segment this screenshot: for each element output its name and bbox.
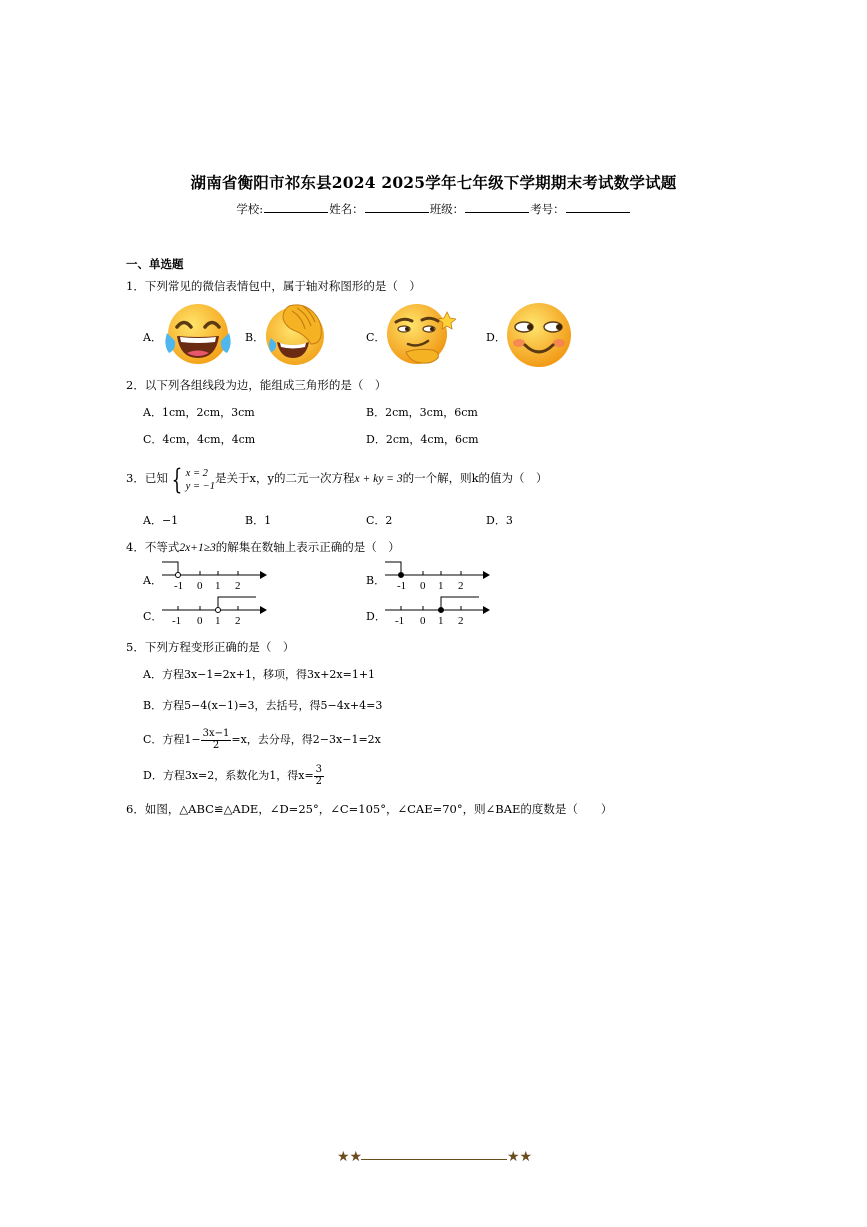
q5-option-d[interactable] bbox=[143, 762, 324, 790]
q4-number-line-c[interactable] bbox=[160, 595, 270, 627]
q2-stem: 2．以下列各组线段为边，能组成三角形的是（ ） bbox=[126, 378, 387, 392]
q4d-tick-1: 1 bbox=[438, 615, 444, 627]
q3-equation: x + ky = 3 bbox=[354, 473, 403, 485]
q4a-tick-0: 0 bbox=[197, 580, 203, 592]
q4-option-d-label: D． bbox=[366, 610, 386, 623]
q4a-tick-2: 2 bbox=[235, 580, 241, 592]
q5c-suffix: =x，去分母，得2−3x−1=2x bbox=[231, 733, 381, 746]
q1-stem: 1．下列常见的微信表情包中，属于轴对称图形的是（ ） bbox=[126, 279, 421, 293]
facepalm-emoji-icon bbox=[263, 302, 329, 366]
q4b-tick-1: 1 bbox=[438, 580, 444, 592]
q4d-tick-neg1: -1 bbox=[395, 615, 405, 627]
school-label: 学校: bbox=[236, 202, 264, 216]
q4-stem bbox=[126, 539, 400, 555]
exam-no-blank[interactable] bbox=[566, 202, 630, 213]
q4c-tick-0: 0 bbox=[197, 615, 203, 627]
q3-suffix: 的一个解，则k的值为（ ） bbox=[402, 471, 548, 485]
q4-number-line-d[interactable] bbox=[383, 595, 493, 627]
q3-prefix: 3．已知 bbox=[126, 471, 168, 485]
q4d-tick-2: 2 bbox=[458, 615, 464, 627]
section-heading: 一、单选题 bbox=[126, 257, 184, 271]
exam-no-label: 考号： bbox=[530, 202, 565, 216]
q4b-tick-2: 2 bbox=[458, 580, 464, 592]
footer-right-stars: ★★ bbox=[507, 1149, 533, 1165]
q4c-tick-neg1: -1 bbox=[172, 615, 182, 627]
q3-row1: x = 2 bbox=[185, 468, 208, 479]
class-label: 班级： bbox=[429, 202, 465, 216]
footer-left-stars: ★★ bbox=[337, 1149, 363, 1165]
name-blank[interactable] bbox=[365, 202, 429, 213]
q2-option-a[interactable]: A．1cm，2cm，3cm bbox=[143, 406, 255, 419]
school-blank[interactable] bbox=[264, 202, 328, 213]
q6-stem: 6．如图，△ABC≌△ADE，∠D=25°，∠C=105°，∠CAE=70°，则∠BAE的度数是（ ） bbox=[126, 802, 613, 816]
q5d-numerator: 3 bbox=[315, 764, 323, 775]
q5c-numerator: 3x−1 bbox=[202, 728, 230, 739]
smirk-thinking-emoji-icon bbox=[384, 302, 456, 366]
q5c-denominator: 2 bbox=[212, 739, 220, 751]
q5c-prefix: C．方程1− bbox=[143, 733, 201, 746]
q4-number-line-a[interactable] bbox=[160, 560, 270, 592]
q4b-tick-neg1: -1 bbox=[397, 580, 407, 592]
q3-option-b[interactable]: B．1 bbox=[245, 514, 272, 527]
q3-stem bbox=[126, 463, 548, 494]
q4c-tick-1: 1 bbox=[215, 615, 221, 627]
q3-option-a[interactable]: A．−1 bbox=[143, 514, 179, 527]
q4-option-a-label: A． bbox=[143, 574, 162, 587]
q4a-tick-neg1: -1 bbox=[174, 580, 184, 592]
q3-equation-system: { x = 2 y = −1 bbox=[171, 463, 215, 496]
tears-of-joy-emoji-icon bbox=[163, 303, 233, 367]
q5-option-b[interactable]: B．方程5−4(x−1)=3，去括号，得5−4x+4=3 bbox=[143, 699, 383, 712]
class-blank[interactable] bbox=[465, 202, 529, 213]
student-info-line bbox=[0, 201, 867, 217]
q1-option-d-label: D． bbox=[486, 331, 506, 344]
q2-option-b[interactable]: B．2cm，3cm，6cm bbox=[366, 406, 478, 419]
q4d-tick-0: 0 bbox=[420, 615, 426, 627]
q4-stem-prefix: 4．不等式 bbox=[126, 540, 180, 554]
q4-number-line-b[interactable] bbox=[383, 560, 493, 592]
q4a-tick-1: 1 bbox=[215, 580, 221, 592]
q1-option-b-label: B． bbox=[245, 331, 265, 344]
q1-option-c-label: C． bbox=[366, 331, 386, 344]
page-title: 湖南省衡阳市祁东县2024 2025学年七年级下学期期末考试数学试题 bbox=[190, 173, 677, 192]
q5d-denominator: 2 bbox=[315, 775, 323, 787]
q4-stem-suffix: 的解集在数轴上表示正确的是（ ） bbox=[215, 540, 400, 554]
q5-stem: 5．下列方程变形正确的是（ ） bbox=[126, 640, 295, 654]
side-glance-smile-emoji-icon bbox=[503, 301, 573, 369]
q1-option-a-label: A． bbox=[143, 331, 162, 344]
q4b-tick-0: 0 bbox=[420, 580, 426, 592]
q4-inequality: 2x+1≥3 bbox=[179, 542, 216, 554]
page-footer-ornament bbox=[337, 1151, 531, 1167]
q4-option-c-label: C． bbox=[143, 610, 163, 623]
q5d-prefix: D．方程3x=2，系数化为1，得x= bbox=[143, 769, 314, 782]
q2-option-d[interactable]: D．2cm，4cm，6cm bbox=[366, 433, 479, 446]
q3-row2: y = −1 bbox=[185, 481, 215, 492]
q5-option-a[interactable]: A．方程3x−1=2x+1，移项，得3x+2x=1+1 bbox=[143, 668, 376, 681]
q5d-fraction bbox=[314, 765, 324, 787]
q3-option-d[interactable]: D．3 bbox=[486, 514, 513, 527]
q2-option-c[interactable]: C．4cm，4cm，4cm bbox=[143, 433, 256, 446]
q5c-fraction bbox=[201, 729, 232, 751]
q4-option-b-label: B． bbox=[366, 574, 386, 587]
q4c-tick-2: 2 bbox=[235, 615, 241, 627]
q3-option-c[interactable]: C．2 bbox=[366, 514, 393, 527]
q3-middle: 是关于x，y的二元一次方程 bbox=[215, 471, 355, 485]
footer-rule bbox=[361, 1159, 507, 1160]
name-label: 姓名： bbox=[329, 202, 364, 216]
q5-option-c[interactable] bbox=[143, 726, 381, 754]
